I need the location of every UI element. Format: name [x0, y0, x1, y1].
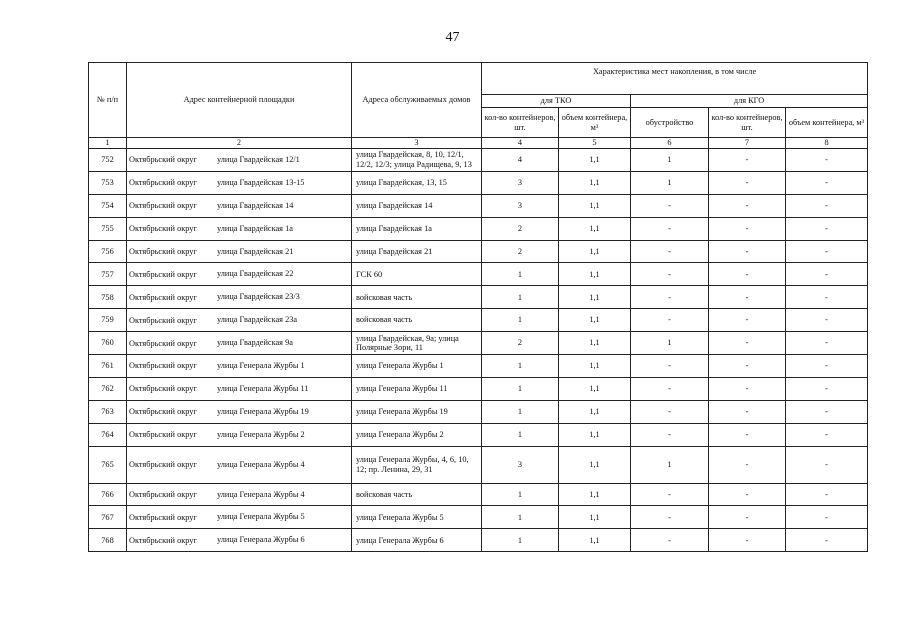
district: Октябрьский округ — [129, 384, 197, 394]
container-sites-table — [88, 62, 868, 552]
served-addresses: улица Генерала Журбы 11 — [352, 377, 482, 400]
column-number: 1 — [89, 138, 127, 149]
street: улица Гвардейская 21 — [217, 246, 294, 256]
kgo-volume: - — [786, 332, 868, 355]
kgo-count: - — [709, 529, 786, 552]
tko-count: 2 — [482, 217, 559, 240]
district: Октябрьский округ — [129, 178, 197, 188]
column-number: 8 — [786, 138, 868, 149]
served-addresses: улица Гвардейская, 8, 10, 12/1, 12/2, 12/3; улица Радищева, 9, 13 — [352, 149, 482, 172]
street: улица Генерала Журбы 4 — [217, 489, 305, 499]
arrangement: - — [631, 423, 709, 446]
site-address — [127, 355, 352, 378]
street: улица Гвардейская 1а — [217, 223, 293, 233]
arrangement: - — [631, 355, 709, 378]
site-address — [127, 309, 352, 332]
arrangement: - — [631, 240, 709, 263]
site-address — [127, 149, 352, 172]
tko-volume: 1,1 — [559, 286, 631, 309]
kgo-count: - — [709, 423, 786, 446]
header-num: № п/п — [89, 63, 127, 138]
arrangement: - — [631, 309, 709, 332]
kgo-volume: - — [786, 263, 868, 286]
served-addresses: улица Генерала Журбы 1 — [352, 355, 482, 378]
table-row — [89, 355, 868, 378]
header-served: Адреса обслуживаемых домов — [352, 63, 482, 138]
row-number: 756 — [89, 240, 127, 263]
arrangement: - — [631, 217, 709, 240]
row-number: 754 — [89, 194, 127, 217]
served-addresses: войсковая часть — [352, 309, 482, 332]
served-addresses: улица Гвардейская, 9а; улица Полярные Зори, 11 — [352, 332, 482, 355]
street: улица Гвардейская 14 — [217, 200, 294, 210]
row-number: 755 — [89, 217, 127, 240]
site-address — [127, 400, 352, 423]
site-address — [127, 171, 352, 194]
street: улица Гвардейская 23а — [217, 315, 298, 325]
tko-count: 1 — [482, 400, 559, 423]
district: Октябрьский округ — [129, 269, 197, 279]
table-row — [89, 377, 868, 400]
tko-count: 1 — [482, 529, 559, 552]
kgo-volume: - — [786, 217, 868, 240]
row-number: 763 — [89, 400, 127, 423]
tko-volume: 1,1 — [559, 309, 631, 332]
table-row — [89, 506, 868, 529]
served-addresses: улица Генерала Журбы 19 — [352, 400, 482, 423]
kgo-count: - — [709, 263, 786, 286]
tko-volume: 1,1 — [559, 506, 631, 529]
served-addresses: улица Генерала Журбы, 4, 6, 10, 12; пр. Ленина, 29, 31 — [352, 446, 482, 483]
served-addresses: улица Генерала Журбы 2 — [352, 423, 482, 446]
row-number: 757 — [89, 263, 127, 286]
row-number: 761 — [89, 355, 127, 378]
tko-volume: 1,1 — [559, 355, 631, 378]
tko-count: 1 — [482, 377, 559, 400]
header-tko-volume: объем контейнера, м³ — [559, 108, 631, 138]
district: Октябрьский округ — [129, 489, 197, 499]
kgo-volume: - — [786, 194, 868, 217]
served-addresses: улица Генерала Журбы 5 — [352, 506, 482, 529]
district: Октябрьский округ — [129, 338, 197, 348]
site-address — [127, 194, 352, 217]
served-addresses: улица Генерала Журбы 6 — [352, 529, 482, 552]
table-row — [89, 194, 868, 217]
arrangement: - — [631, 529, 709, 552]
kgo-volume: - — [786, 529, 868, 552]
site-address — [127, 506, 352, 529]
served-addresses: ГСК 60 — [352, 263, 482, 286]
served-addresses: улица Гвардейская 14 — [352, 194, 482, 217]
site-address — [127, 377, 352, 400]
tko-count: 1 — [482, 483, 559, 506]
served-addresses: войсковая часть — [352, 286, 482, 309]
kgo-count: - — [709, 217, 786, 240]
site-address — [127, 217, 352, 240]
table-row — [89, 171, 868, 194]
served-addresses: улица Гвардейская 1а — [352, 217, 482, 240]
district: Октябрьский округ — [129, 315, 197, 325]
arrangement: 1 — [631, 149, 709, 172]
kgo-volume: - — [786, 377, 868, 400]
header-address: Адрес контейнерной площадки — [127, 63, 352, 138]
kgo-volume: - — [786, 423, 868, 446]
tko-volume: 1,1 — [559, 171, 631, 194]
column-number: 3 — [352, 138, 482, 149]
street: улица Гвардейская 22 — [217, 269, 294, 279]
street: улица Генерала Журбы 19 — [217, 406, 309, 416]
kgo-volume: - — [786, 400, 868, 423]
tko-volume: 1,1 — [559, 529, 631, 552]
arrangement: 1 — [631, 446, 709, 483]
row-number: 760 — [89, 332, 127, 355]
table-row — [89, 286, 868, 309]
kgo-count: - — [709, 240, 786, 263]
district: Октябрьский округ — [129, 224, 197, 234]
row-number: 762 — [89, 377, 127, 400]
kgo-volume: - — [786, 309, 868, 332]
kgo-volume: - — [786, 149, 868, 172]
district: Октябрьский округ — [129, 460, 197, 470]
district: Октябрьский округ — [129, 535, 197, 545]
row-number: 752 — [89, 149, 127, 172]
district: Октябрьский округ — [129, 201, 197, 211]
table-row — [89, 423, 868, 446]
header-kgo: для КГО — [631, 95, 868, 108]
street: улица Генерала Журбы 11 — [217, 384, 309, 394]
site-address — [127, 483, 352, 506]
arrangement: - — [631, 506, 709, 529]
tko-volume: 1,1 — [559, 400, 631, 423]
arrangement: 1 — [631, 171, 709, 194]
kgo-count: - — [709, 286, 786, 309]
district: Октябрьский округ — [129, 155, 197, 165]
table-header — [89, 63, 868, 149]
row-number: 753 — [89, 171, 127, 194]
district: Октябрьский округ — [129, 430, 197, 440]
header-tko-count: кол-во контейнеров, шт. — [482, 108, 559, 138]
site-address — [127, 332, 352, 355]
kgo-volume: - — [786, 240, 868, 263]
column-number: 5 — [559, 138, 631, 149]
row-number: 765 — [89, 446, 127, 483]
tko-volume: 1,1 — [559, 240, 631, 263]
header-kgo-count: кол-во контейнеров, шт. — [709, 108, 786, 138]
column-number: 2 — [127, 138, 352, 149]
street: улица Гвардейская 13-15 — [217, 178, 305, 188]
kgo-volume: - — [786, 355, 868, 378]
served-addresses: войсковая часть — [352, 483, 482, 506]
district: Октябрьский округ — [129, 246, 197, 256]
tko-count: 1 — [482, 423, 559, 446]
table-body — [89, 149, 868, 552]
street: улица Генерала Журбы 1 — [217, 361, 305, 371]
district: Октябрьский округ — [129, 407, 197, 417]
column-number-row — [89, 138, 868, 149]
district: Октябрьский округ — [129, 361, 197, 371]
kgo-count: - — [709, 483, 786, 506]
tko-volume: 1,1 — [559, 332, 631, 355]
table-row — [89, 263, 868, 286]
arrangement: - — [631, 400, 709, 423]
kgo-count: - — [709, 506, 786, 529]
site-address — [127, 240, 352, 263]
tko-count: 1 — [482, 263, 559, 286]
header-arrangement: обустройство — [631, 108, 709, 138]
tko-count: 4 — [482, 149, 559, 172]
table-row — [89, 240, 868, 263]
kgo-count: - — [709, 377, 786, 400]
table-row — [89, 217, 868, 240]
kgo-count: - — [709, 194, 786, 217]
tko-count: 3 — [482, 194, 559, 217]
kgo-volume: - — [786, 506, 868, 529]
tko-volume: 1,1 — [559, 263, 631, 286]
tko-count: 3 — [482, 171, 559, 194]
tko-volume: 1,1 — [559, 377, 631, 400]
table-row — [89, 149, 868, 172]
street: улица Генерала Журбы 2 — [217, 429, 305, 439]
street: улица Генерала Журбы 5 — [217, 512, 305, 522]
row-number: 758 — [89, 286, 127, 309]
served-addresses: улица Гвардейская 21 — [352, 240, 482, 263]
row-number: 768 — [89, 529, 127, 552]
kgo-count: - — [709, 446, 786, 483]
street: улица Гвардейская 9а — [217, 338, 293, 348]
tko-count: 3 — [482, 446, 559, 483]
kgo-volume: - — [786, 171, 868, 194]
tko-count: 1 — [482, 506, 559, 529]
kgo-count: - — [709, 309, 786, 332]
tko-count: 1 — [482, 286, 559, 309]
site-address — [127, 286, 352, 309]
header-characteristics: Характеристика мест накопления, в том числе — [482, 63, 868, 95]
served-addresses: улица Гвардейская, 13, 15 — [352, 171, 482, 194]
site-address — [127, 423, 352, 446]
tko-volume: 1,1 — [559, 423, 631, 446]
row-number: 767 — [89, 506, 127, 529]
site-address — [127, 446, 352, 483]
street: улица Генерала Журбы 4 — [217, 459, 305, 469]
kgo-volume: - — [786, 483, 868, 506]
kgo-count: - — [709, 355, 786, 378]
page-number: 47 — [445, 30, 460, 45]
table-row — [89, 483, 868, 506]
tko-count: 2 — [482, 332, 559, 355]
kgo-count: - — [709, 332, 786, 355]
row-number: 764 — [89, 423, 127, 446]
street: улица Генерала Журбы 6 — [217, 535, 305, 545]
arrangement: - — [631, 194, 709, 217]
arrangement: - — [631, 483, 709, 506]
kgo-count: - — [709, 171, 786, 194]
tko-volume: 1,1 — [559, 483, 631, 506]
street: улица Гвардейская 12/1 — [217, 155, 300, 165]
arrangement: - — [631, 263, 709, 286]
table-row — [89, 529, 868, 552]
arrangement: 1 — [631, 332, 709, 355]
kgo-count: - — [709, 400, 786, 423]
tko-volume: 1,1 — [559, 194, 631, 217]
site-address — [127, 529, 352, 552]
header-kgo-volume: объем контейнера, м³ — [786, 108, 868, 138]
header-tko: для ТКО — [482, 95, 631, 108]
table-row — [89, 400, 868, 423]
site-address — [127, 263, 352, 286]
tko-volume: 1,1 — [559, 149, 631, 172]
tko-volume: 1,1 — [559, 446, 631, 483]
column-number: 4 — [482, 138, 559, 149]
tko-volume: 1,1 — [559, 217, 631, 240]
district: Октябрьский округ — [129, 512, 197, 522]
row-number: 759 — [89, 309, 127, 332]
kgo-volume: - — [786, 446, 868, 483]
column-number: 6 — [631, 138, 709, 149]
table-row — [89, 446, 868, 483]
district: Октябрьский округ — [129, 292, 197, 302]
kgo-volume: - — [786, 286, 868, 309]
tko-count: 1 — [482, 309, 559, 332]
tko-count: 1 — [482, 355, 559, 378]
column-number: 7 — [709, 138, 786, 149]
row-number: 766 — [89, 483, 127, 506]
tko-count: 2 — [482, 240, 559, 263]
kgo-count: - — [709, 149, 786, 172]
street: улица Гвардейская 23/3 — [217, 292, 300, 302]
arrangement: - — [631, 377, 709, 400]
arrangement: - — [631, 286, 709, 309]
table-row — [89, 332, 868, 355]
table-row — [89, 309, 868, 332]
